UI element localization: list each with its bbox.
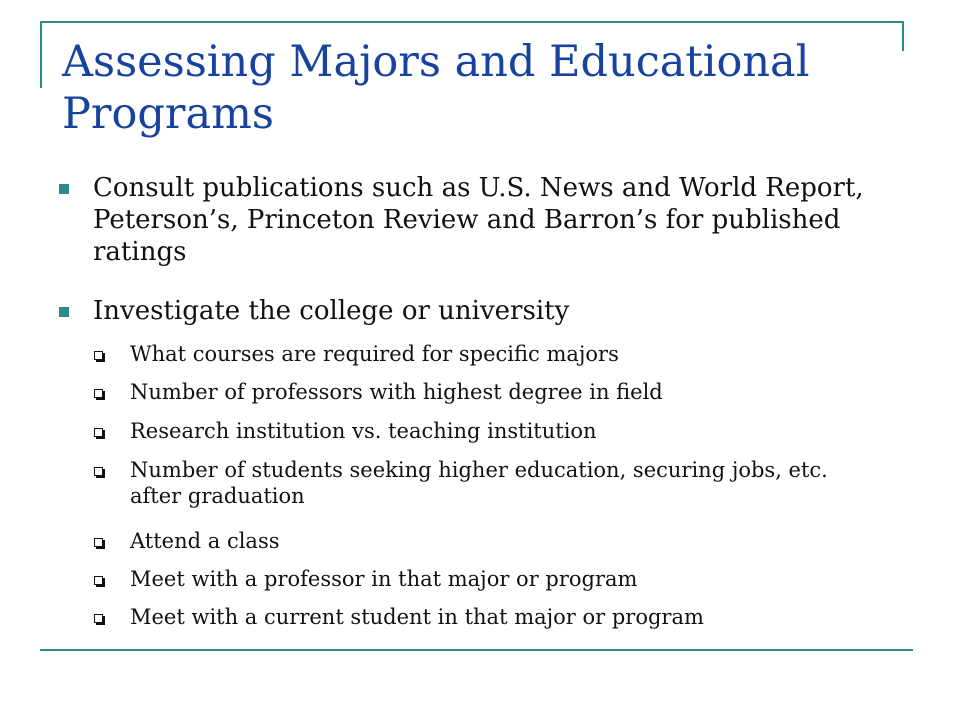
sub-bullet-item bbox=[130, 566, 870, 592]
slide-title: Assessing Majors and Educational Programs bbox=[62, 37, 810, 139]
bullet-text: Consult publications such as U.S. News and World Report, Peterson’s, Princeton Review and Barron’s for published ratings bbox=[93, 173, 864, 267]
sub-bullet-item bbox=[130, 604, 870, 630]
frame-bottom-line bbox=[40, 649, 913, 651]
sub-bullet-text: Meet with a current student in that major or program bbox=[130, 605, 704, 629]
sub-bullet-item bbox=[130, 418, 870, 444]
sub-bullet-text: Attend a class bbox=[130, 529, 280, 553]
sub-bullet-item bbox=[130, 528, 870, 554]
square-bullet-icon bbox=[59, 184, 69, 194]
frame-left-line bbox=[40, 21, 42, 88]
sub-bullet-item bbox=[130, 457, 870, 509]
checkbox-bullet-icon bbox=[94, 538, 103, 547]
checkbox-bullet-icon bbox=[94, 389, 103, 398]
sub-bullet-item bbox=[130, 341, 870, 367]
checkbox-bullet-icon bbox=[94, 467, 103, 476]
frame-top-line bbox=[40, 21, 903, 23]
bullet-item bbox=[93, 295, 883, 327]
checkbox-bullet-icon bbox=[94, 428, 103, 437]
sub-bullet-text: Research institution vs. teaching institution bbox=[130, 419, 597, 443]
sub-bullet-text: Meet with a professor in that major or program bbox=[130, 567, 638, 591]
sub-bullet-text: Number of students seeking higher education, securing jobs, etc. after graduation bbox=[130, 458, 828, 508]
checkbox-bullet-icon bbox=[94, 351, 103, 360]
frame-right-line bbox=[902, 21, 904, 51]
bullet-item bbox=[93, 172, 883, 268]
sub-bullet-item bbox=[130, 379, 870, 405]
bullet-text: Investigate the college or university bbox=[93, 296, 570, 326]
checkbox-bullet-icon bbox=[94, 614, 103, 623]
checkbox-bullet-icon bbox=[94, 576, 103, 585]
sub-bullet-text: What courses are required for specific majors bbox=[130, 342, 619, 366]
square-bullet-icon bbox=[59, 307, 69, 317]
sub-bullet-text: Number of professors with highest degree in field bbox=[130, 380, 663, 404]
